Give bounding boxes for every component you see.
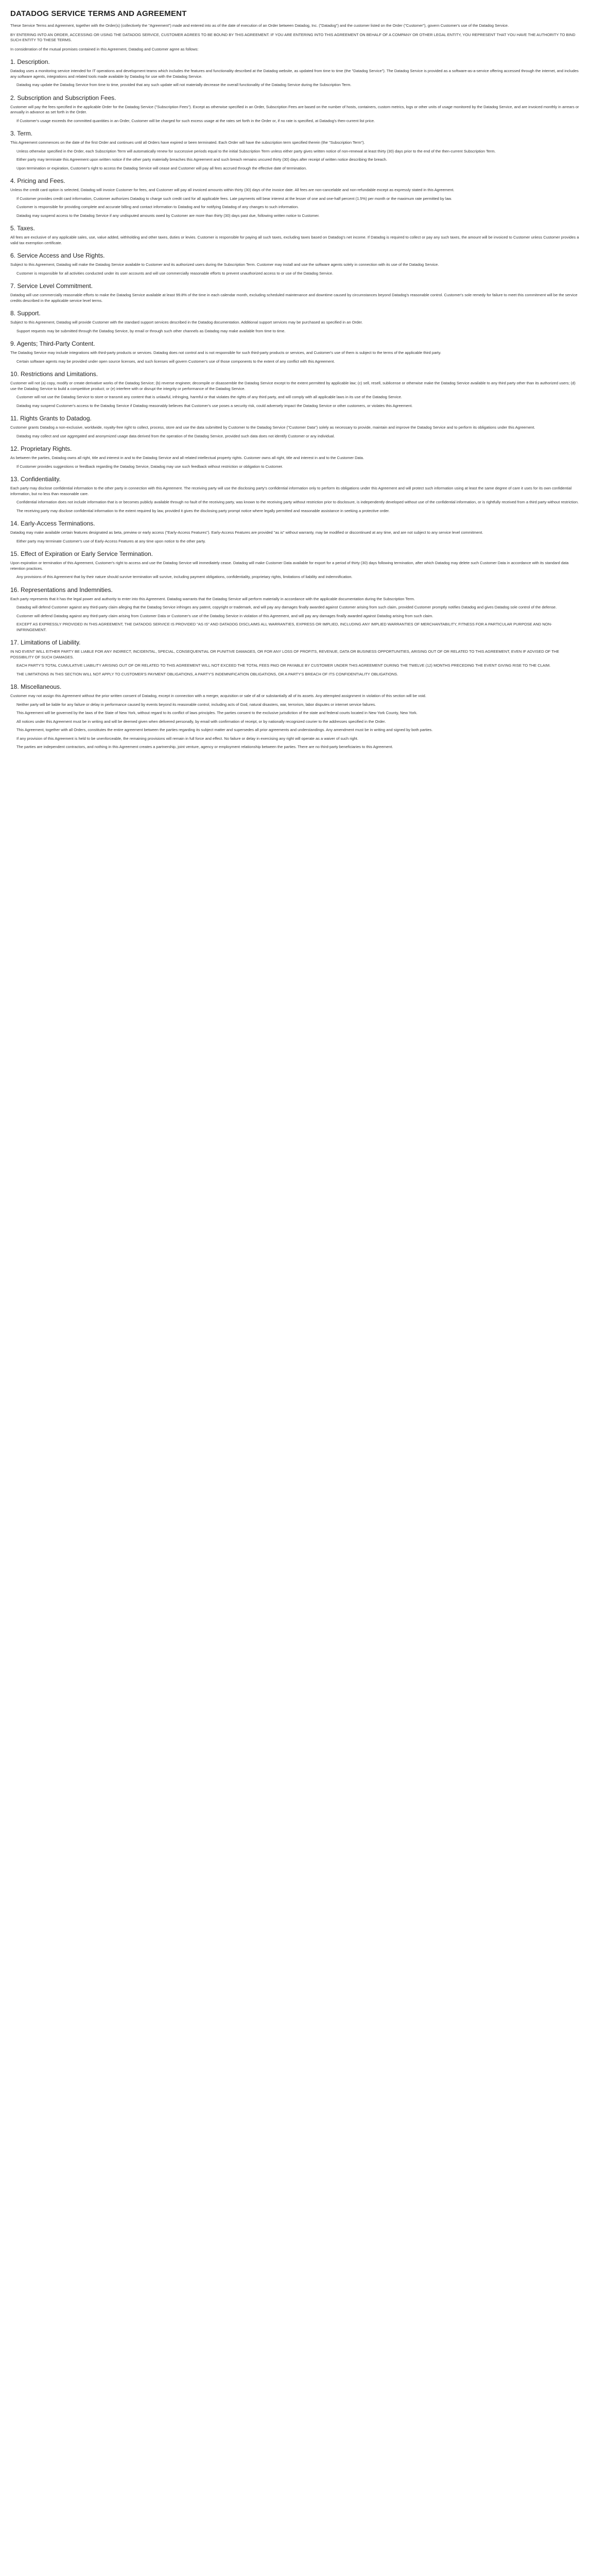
section-paragraph: Datadog may suspend access to the Datadog Service if any undisputed amounts owed by Customer are more than thirty (30) days past due, following written notice to Customer.	[16, 213, 320, 218]
section-paragraph: This Agreement will be governed by the laws of the State of New York, without regard to its conflict of laws principles. The parties consent to the exclusive jurisdiction of the state and federal courts located in New York County, New York.	[16, 710, 417, 715]
section-heading: 12. Proprietary Rights.	[10, 445, 72, 452]
section-heading: 4. Pricing and Fees.	[10, 177, 65, 184]
section-paragraph: Unless otherwise specified in the Order, each Subscription Term will automatically renew for successive periods equal to the initial Subscription Term unless either party gives written notice of non-renewal at least thirty (30) days prior to the end of the then-current Subscription Term.	[16, 148, 496, 154]
section-paragraph: All fees are exclusive of any applicable sales, use, value added, withholding and other taxes, duties or levies. Customer is responsible for paying all such taxes, excluding taxes based on Datadog's net income. If Datadog is required to collect or pay any such taxes, the amount will be invoiced to Customer unless Customer provides a valid tax exemption certificate.	[10, 235, 579, 245]
section-heading: 3. Term.	[10, 130, 33, 137]
intro-paragraph: These Service Terms and Agreement, together with the Order(s) (collectively the "Agreement") made and entered into as of the date of execution of an Order between Datadog, Inc. ("Datadog") and the customer listed on the Order ("Customer"), govern Customer's use of the Datadog Service.	[10, 23, 509, 28]
section-paragraph: Certain software agents may be provided under open source licenses, and such licenses will govern Customer's use of those components to the extent of any conflict with this Agreement.	[16, 359, 335, 364]
section-paragraph: Confidential information does not include information that is or becomes publicly available through no fault of the receiving party, was known to the receiving party without restriction prior to disclosure, is independently developed without use of the confidential information, or is rightfully received from a third party without restriction.	[16, 500, 579, 504]
section-paragraph: Customer is responsible for providing complete and accurate billing and contact information to Datadog and for notifying Datadog of any changes to such information.	[16, 205, 299, 209]
section-paragraph: If Customer provides suggestions or feedback regarding the Datadog Service, Datadog may use such feedback without restriction or obligation to Customer.	[16, 464, 283, 469]
section-paragraph: EXCEPT AS EXPRESSLY PROVIDED IN THIS AGREEMENT, THE DATADOG SERVICE IS PROVIDED "AS IS" AND DATADOG DISCLAIMS ALL WARRANTIES, EXPRESS OR IMPLIED, INCLUDING ANY IMPLIED WARRANTIES OF MERCHANTABILITY, FITNESS FOR A PARTICULAR PURPOSE AND NON-INFRINGEMENT.	[16, 622, 552, 632]
section-paragraph: Customer is responsible for all activities conducted under its user accounts and will use commercially reasonable efforts to prevent unauthorized access to or use of the Datadog Service.	[16, 270, 334, 276]
section-heading: 15. Effect of Expiration or Early Service Termination.	[10, 550, 153, 557]
section-heading: 16. Representations and Indemnities.	[10, 586, 113, 594]
section-paragraph: Each party represents that it has the legal power and authority to enter into this Agreement. Datadog warrants that the Datadog Service will perform materially in accordance with the applicable documentation during the Subscription Term.	[10, 596, 415, 601]
intro-paragraph: In consideration of the mutual promises contained in this Agreement, Datadog and Customer agree as follows:	[10, 46, 199, 52]
section-paragraph: This Agreement, together with all Orders, constitutes the entire agreement between the parties regarding its subject matter and supersedes all prior agreements and understandings. Any amendment must be in writing and signed by both parties.	[16, 727, 433, 732]
section-paragraph: Upon expiration or termination of this Agreement, Customer's right to access and use the Datadog Service will immediately cease. Datadog will make Customer Data available for export for a period of thirty (30) days following termination, after which Datadog may delete such Customer Data in accordance with its standard data retention practices.	[10, 561, 569, 571]
document-title: DATADOG SERVICE TERMS AND AGREEMENT	[10, 9, 187, 18]
section-paragraph: All notices under this Agreement must be in writing and will be deemed given when delivered personally, by email with confirmation of receipt, or by nationally recognized courier to the addresses specified in the Order.	[16, 719, 386, 724]
section	[10, 340, 582, 364]
section-paragraph: If Customer provides credit card information, Customer authorizes Datadog to charge such credit card for all applicable fees. Late payments will bear interest at the lesser of one and one-half percent (1.5%) per month or the maximum rate permitted by law.	[16, 196, 452, 201]
section-paragraph: Datadog will defend Customer against any third-party claim alleging that the Datadog Service infringes any patent, copyright or trademark, and will pay any damages finally awarded against Customer arising from such claim, provided Customer promptly notifies Datadog and gives Datadog sole control of the defense.	[16, 605, 557, 609]
section-paragraph: As between the parties, Datadog owns all right, title and interest in and to the Datadog Service and all related intellectual property rights. Customer owns all right, title and interest in and to the Customer Data.	[10, 455, 364, 460]
section-paragraph: EACH PARTY'S TOTAL CUMULATIVE LIABILITY ARISING OUT OF OR RELATED TO THIS AGREEMENT WILL NOT EXCEED THE TOTAL FEES PAID OR PAYABLE BY CUSTOMER UNDER THIS AGREEMENT DURING THE TWELVE (12) MONTHS PRECEDING THE EVENT GIVING RISE TO THE CLAIM.	[16, 663, 551, 668]
section	[10, 415, 582, 439]
section-paragraph: Subject to this Agreement, Datadog will make the Datadog Service available to Customer and its authorized users during the Subscription Term. Customer may install and use the software agents solely in connection with its use of the Datadog Service.	[10, 262, 439, 267]
section-paragraph: Customer will defend Datadog against any third-party claim arising from Customer Data or Customer's use of the Datadog Service in violation of this Agreement, and will pay any damages finally awarded against Datadog arising from such claim.	[16, 613, 433, 618]
section	[10, 130, 582, 171]
section-paragraph: The Datadog Service may include integrations with third-party products or services. Datadog does not control and is not responsible for such third-party products or services, and Customer's use of them is subject to the terms of the applicable third party.	[10, 350, 442, 355]
section-paragraph: Upon termination or expiration, Customer's right to access the Datadog Service will cease and Customer will pay all fees accrued through the effective date of termination.	[16, 165, 307, 171]
section-paragraph: Datadog may collect and use aggregated and anonymized usage data derived from the operation of the Datadog Service, provided such data does not identify Customer or any individual.	[16, 433, 335, 438]
section	[10, 252, 582, 276]
document-intro	[10, 23, 582, 52]
section-paragraph: Customer will pay the fees specified in the applicable Order for the Datadog Service ("Subscription Fees"). Except as otherwise specified in an Order, Subscription Fees are based on the number of hosts, containers, custom metrics, logs or other units of usage monitored by the Datadog Service, and are invoiced monthly in arrears or annually in advance as set forth in the Order.	[10, 104, 579, 114]
section	[10, 94, 582, 124]
section	[10, 550, 582, 580]
section	[10, 445, 582, 469]
section	[10, 177, 582, 218]
section-paragraph: If any provision of this Agreement is held to be unenforceable, the remaining provisions will remain in full force and effect. No failure or delay in exercising any right will operate as a waiver of such right.	[16, 736, 358, 741]
section	[10, 476, 582, 514]
section	[10, 225, 582, 246]
section-heading: 13. Confidentiality.	[10, 476, 61, 483]
section	[10, 639, 582, 677]
section	[10, 282, 582, 303]
section-paragraph: Neither party will be liable for any failure or delay in performance caused by events beyond its reasonable control, including acts of God, natural disasters, war, terrorism, labor disputes or internet service failures.	[16, 702, 376, 707]
section-paragraph: Customer will not use the Datadog Service to store or transmit any content that is unlawful, infringing, harmful or that violates the rights of any third party, and will comply with all applicable laws in its use of the Datadog Service.	[16, 395, 402, 399]
section-heading: 11. Rights Grants to Datadog.	[10, 415, 92, 422]
section-paragraph: Either party may terminate this Agreement upon written notice if the other party materially breaches this Agreement and such breach remains uncured thirty (30) days after receipt of written notice describing the breach.	[16, 157, 387, 162]
section-heading: 5. Taxes.	[10, 225, 35, 232]
section	[10, 370, 582, 409]
section-paragraph: Subject to this Agreement, Datadog will provide Customer with the standard support services described in the Datadog documentation. Additional support services may be purchased as specified in an Order.	[10, 320, 363, 325]
section-heading: 10. Restrictions and Limitations.	[10, 370, 98, 378]
document-body	[10, 58, 582, 750]
section-paragraph: The parties are independent contractors, and nothing in this Agreement creates a partnership, joint venture, agency or employment relationship between the parties. There are no third-party beneficiaries to this Agreement.	[16, 744, 393, 749]
section-paragraph: Customer will not (a) copy, modify or create derivative works of the Datadog Service; (b) reverse engineer, decompile or disassemble the Datadog Service except to the extent permitted by applicable law; (c) sell, resell, sublicense or otherwise make the Datadog Service available to any third party other than its authorized users; (d) use the Datadog Service to build a competitive product; or (e) interfere with or disrupt the integrity or performance of the Datadog Service.	[10, 381, 576, 391]
section-paragraph: Either party may terminate Customer's use of Early-Access Features at any time upon notice to the other party.	[16, 538, 206, 544]
section-paragraph: Datadog may make available certain features designated as beta, preview or early access ("Early-Access Features"). Early-Access Features are provided "as is" without warranty, may be modified or discontinued at any time, and are not subject to any service level commitment.	[10, 530, 483, 535]
section-paragraph: Each party may disclose confidential information to the other party in connection with this Agreement. The receiving party will use the disclosing party's confidential information only to perform its obligations under this Agreement and will protect such information using at least the same degree of care it uses for its own confidential information, but no less than reasonable care.	[10, 486, 572, 496]
section-paragraph: Customer grants Datadog a non-exclusive, worldwide, royalty-free right to collect, process, store and use the data submitted by Customer to the Datadog Service ("Customer Data") solely as necessary to provide, maintain and improve the Datadog Service and to perform its obligations under this Agreement.	[10, 425, 535, 430]
section-paragraph: Datadog may update the Datadog Service from time to time, provided that any such update will not materially decrease the overall functionality of the Datadog Service during the Subscription Term.	[16, 82, 352, 87]
section	[10, 520, 582, 544]
intro-paragraph: BY ENTERING INTO AN ORDER, ACCESSING OR USING THE DATADOG SERVICE, CUSTOMER AGREES TO BE BOUND BY THIS AGREEMENT. IF YOU ARE ENTERING INTO THIS AGREEMENT ON BEHALF OF A COMPANY OR OTHER LEGAL ENTITY, YOU REPRESENT THAT YOU HAVE THE AUTHORITY TO BIND SUCH ENTITY TO THESE TERMS.	[10, 32, 576, 42]
section-heading: 8. Support.	[10, 310, 41, 317]
section-heading: 2. Subscription and Subscription Fees.	[10, 94, 116, 101]
section	[10, 586, 582, 633]
section-paragraph: Datadog may suspend Customer's access to the Datadog Service if Datadog reasonably believes that Customer's use poses a security risk, could adversely impact the Datadog Service or other customers, or violates this Agreement.	[16, 403, 413, 408]
section-paragraph: If Customer's usage exceeds the committed quantities in an Order, Customer will be charged for such excess usage at the rates set forth in the Order or, if no rate is specified, at Datadog's then-current list price.	[16, 118, 375, 123]
section	[10, 310, 582, 334]
section-paragraph: Support requests may be submitted through the Datadog Service, by email or through such other channels as Datadog may make available from time to time.	[16, 328, 286, 333]
section-heading: 1. Description.	[10, 58, 50, 65]
section-paragraph: IN NO EVENT WILL EITHER PARTY BE LIABLE FOR ANY INDIRECT, INCIDENTAL, SPECIAL, CONSEQUENTIAL OR PUNITIVE DAMAGES, OR FOR ANY LOSS OF PROFITS, REVENUE, DATA OR BUSINESS OPPORTUNITIES, ARISING OUT OF OR RELATED TO THIS AGREEMENT, EVEN IF ADVISED OF THE POSSIBILITY OF SUCH DAMAGES.	[10, 649, 560, 659]
section	[10, 58, 582, 88]
section-heading: 18. Miscellaneous.	[10, 683, 62, 690]
section-paragraph: Unless the credit card option is selected, Datadog will invoice Customer for fees, and Customer will pay all invoiced amounts within thirty (30) days of the invoice date. All fees are non-cancelable and non-refundable except as expressly stated in this Agreement.	[10, 188, 455, 192]
section-paragraph: Datadog will use commercially reasonable efforts to make the Datadog Service available at least 99.8% of the time in each calendar month, excluding scheduled maintenance and downtime caused by circumstances beyond Datadog's reasonable control. Customer's sole remedy for failure to meet this commitment will be the service credits described in the applicable service level terms.	[10, 293, 578, 303]
section-paragraph: This Agreement commences on the date of the first Order and continues until all Orders have expired or been terminated. Each Order will have the subscription term specified therein (the "Subscription Term").	[10, 140, 365, 145]
section-paragraph: Any provisions of this Agreement that by their nature should survive termination will survive, including payment obligations, confidentiality, proprietary rights, limitations of liability and indemnification.	[16, 574, 353, 579]
section-paragraph: Datadog uses a monitoring service intended for IT operations and development teams which includes the features and functionality described at the Datadog website, as updated from time to time (the "Datadog Service"). The Datadog Service is provided as a software-as-a-service offering accessed through the internet, and includes any software agents, integrations and related tools made available by Datadog for use with the Datadog Service.	[10, 69, 579, 79]
section-heading: 17. Limitations of Liability.	[10, 639, 81, 646]
section-paragraph: THE LIMITATIONS IN THIS SECTION WILL NOT APPLY TO CUSTOMER'S PAYMENT OBLIGATIONS, A PARTY'S INDEMNIFICATION OBLIGATIONS, OR A PARTY'S BREACH OF ITS CONFIDENTIALITY OBLIGATIONS.	[16, 671, 398, 676]
section	[10, 683, 582, 750]
section-paragraph: The receiving party may disclose confidential information to the extent required by law, provided it gives the disclosing party prompt notice where legally permitted and reasonable assistance in seeking a protective order.	[16, 508, 390, 513]
section-heading: 14. Early-Access Terminations.	[10, 520, 95, 527]
section-heading: 6. Service Access and Use Rights.	[10, 252, 105, 259]
section-paragraph: Customer may not assign this Agreement without the prior written consent of Datadog, except in connection with a merger, acquisition or sale of all or substantially all of its assets. Any attempted assignment in violation of this section will be void.	[10, 693, 426, 698]
section-heading: 9. Agents; Third-Party Content.	[10, 340, 95, 347]
section-heading: 7. Service Level Commitment.	[10, 282, 93, 290]
